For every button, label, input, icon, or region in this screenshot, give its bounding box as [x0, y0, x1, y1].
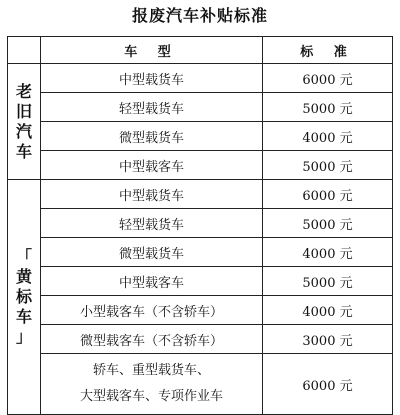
standard-cell: 5000 元 — [263, 267, 393, 296]
table-row — [8, 64, 393, 93]
group-label-yellow-label-vehicles — [8, 180, 41, 415]
page-title: 报废汽车补贴标准 — [131, 6, 268, 25]
standard-cell: 6000 元 — [263, 354, 393, 415]
standard-cell: 6000 元 — [263, 180, 393, 209]
vehicle-type-line: 大型载客车、专项作业车 — [79, 389, 223, 404]
group-label-char: 标 — [15, 287, 32, 306]
vehicle-type-cell: 中型载货车 — [41, 180, 263, 209]
vehicle-type-line: 轿车、重型载货车、 — [92, 363, 210, 378]
table-row — [8, 122, 393, 151]
group-label-char: 老 — [15, 81, 32, 101]
table-row — [8, 180, 393, 209]
table-row — [8, 354, 393, 415]
table-row — [8, 209, 393, 238]
standard-cell: 4000 元 — [263, 122, 393, 151]
table-row — [8, 267, 393, 296]
vehicle-type-cell: 轻型载货车 — [41, 209, 263, 238]
vehicle-type-cell: 中型载货车 — [41, 64, 263, 93]
standard-cell: 6000 元 — [263, 64, 393, 93]
vehicle-type-cell: 微型载货车 — [41, 122, 263, 151]
header-standard: 标 准 — [263, 37, 393, 64]
table-header-row — [8, 37, 393, 64]
vehicle-type-cell: 微型载客车（不含轿车） — [41, 325, 263, 354]
vehicle-type-cell: 轻型载货车 — [41, 93, 263, 122]
group-label-char: 旧 — [15, 101, 32, 121]
group-label-char: 车 — [15, 307, 32, 326]
group-label-char: 汽 — [15, 121, 32, 141]
vehicle-type-cell: 小型载客车（不含轿车） — [41, 296, 263, 325]
standard-cell: 5000 元 — [263, 151, 393, 180]
header-group-cell — [8, 37, 41, 64]
group-label-char: 黄 — [15, 267, 32, 286]
table-row — [8, 325, 393, 354]
standard-cell: 5000 元 — [263, 209, 393, 238]
group-label-char: 「 — [15, 247, 32, 266]
table-row — [8, 151, 393, 180]
table-row — [8, 296, 393, 325]
table-row — [8, 238, 393, 267]
standard-cell: 4000 元 — [263, 238, 393, 267]
standard-cell: 5000 元 — [263, 93, 393, 122]
standard-cell: 4000 元 — [263, 296, 393, 325]
header-vehicle-type: 车 型 — [41, 37, 263, 64]
group-label-char: 车 — [15, 141, 32, 161]
table-row — [8, 93, 393, 122]
vehicle-type-cell-multiline — [41, 354, 263, 415]
vehicle-type-cell: 中型载客车 — [41, 267, 263, 296]
vehicle-type-cell: 中型载客车 — [41, 151, 263, 180]
standard-cell: 3000 元 — [263, 325, 393, 354]
group-label-old-vehicles — [8, 64, 41, 180]
vehicle-type-cell: 微型载货车 — [41, 238, 263, 267]
group-label-char: 」 — [15, 327, 32, 346]
subsidy-table — [7, 36, 393, 415]
